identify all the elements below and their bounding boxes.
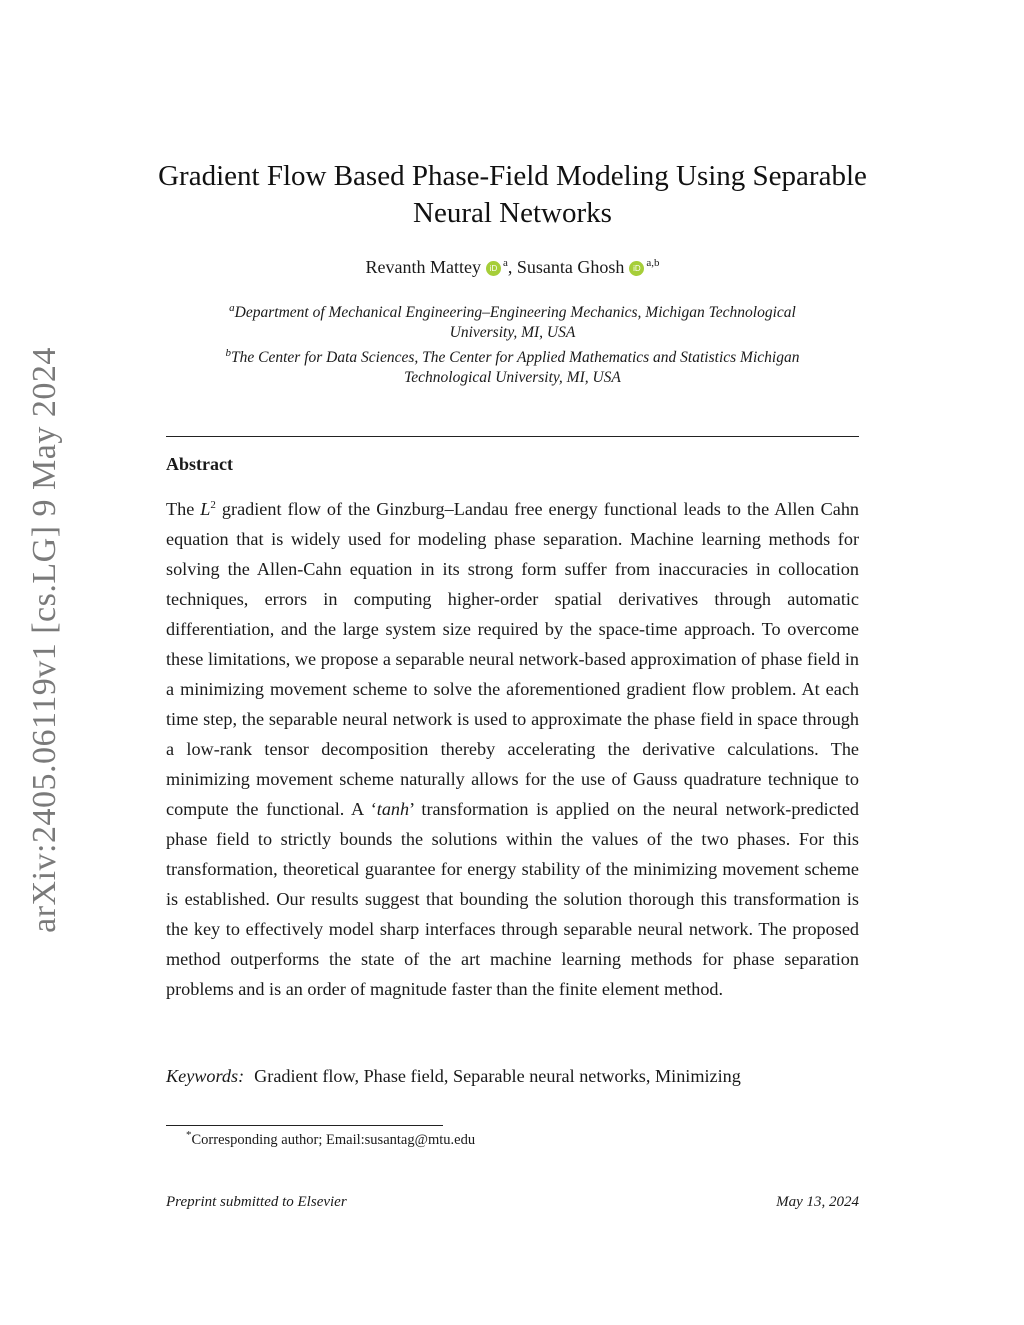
title-line-2: Neural Networks — [413, 197, 612, 229]
footnote-mark: * — [186, 1129, 192, 1141]
abstract-top-rule — [166, 436, 859, 437]
affiliation-line: Technological University, MI, USA — [404, 369, 621, 387]
abstract-math-tanh: tanh — [376, 799, 410, 820]
footnote-text: Corresponding author; Email:susantag@mtu.edu — [191, 1131, 476, 1148]
author-name: Susanta Ghosh — [516, 257, 625, 277]
abstract-math-sup: 2 — [210, 499, 216, 511]
abstract-text: The — [166, 499, 201, 520]
affiliation-line: Department of Mechanical Engineering–Engineering Mechanics, Michigan Technological — [234, 304, 796, 322]
keywords — [166, 1066, 859, 1087]
footer-preprint-note: Preprint submitted to Elsevier — [166, 1194, 347, 1210]
orcid-icon[interactable]: iD — [629, 261, 644, 276]
arxiv-identifier-text: arXiv:2405.06119v1 [cs.LG] 9 May 2024 — [26, 347, 63, 933]
author-name: Revanth Mattey — [365, 257, 481, 277]
author-separator: , — [507, 257, 517, 277]
affiliation-line: The Center for Data Sciences, The Center for Applied Mathematics and Statistics Michigan — [231, 349, 800, 367]
abstract-body — [166, 490, 859, 1004]
affiliation-mark: b — [225, 347, 232, 360]
footnote — [186, 1129, 475, 1149]
affiliation-line: University, MI, USA — [449, 324, 576, 342]
affiliation-a — [158, 298, 867, 343]
author-affiliation-mark: a,b — [646, 257, 660, 269]
keywords-list: Gradient flow, Phase field, Separable neural networks, Minimizing — [254, 1066, 741, 1086]
footer-date: May 13, 2024 — [776, 1194, 859, 1210]
author-list — [166, 257, 859, 278]
footnote-rule — [166, 1125, 443, 1126]
affiliation-mark: a — [229, 302, 235, 314]
abstract-math-l: L — [200, 499, 211, 520]
affiliation-b — [158, 343, 867, 388]
affiliations — [158, 298, 867, 388]
abstract-text: gradient flow of the Ginzburg–Landau free energy functional leads to the Allen Cahn equation that is widely used for modeling phase separation. Machine learning methods for solving the Allen-Cahn equation in its strong form suffer from inaccuracies in collocation techniques, errors in computing higher-order spatial derivatives through automatic differentiation, and the large system size required by the space-time approach. To overcome these limitations, we propose a separable neural network-based approximation of phase field in a minimizing movement scheme to solve the aforementioned gradient flow problem. At each time step, the separable neural network is used to approximate the phase field in space through a low-rank tensor decomposition thereby accelerating the derivative calculations. The minimizing movement scheme naturally allows for the use of Gauss quadrature technique to compute the functional. A ‘ — [166, 499, 860, 820]
orcid-icon[interactable]: iD — [486, 261, 501, 276]
abstract-heading: Abstract — [166, 454, 233, 474]
keywords-label: Keywords: — [166, 1066, 245, 1086]
arxiv-identifier-stamp — [0, 347, 90, 933]
abstract-text: ’ transformation is applied on the neural network-predicted phase field to strictly bounds the solutions within the values of the two phases. For this transformation, theoretical guarantee for energy stability of the minimizing movement scheme is established. Our results suggest that bounding the solution thorough this transformation is the key to effectively model sharp interfaces through separable neural network. The proposed method outperforms the state of the art machine learning methods for phase separation problems and is an order of magnitude faster than the finite element method. — [166, 799, 860, 1000]
author-affiliation-mark: a — [502, 257, 508, 269]
paper-title — [158, 158, 867, 232]
title-line-1: Gradient Flow Based Phase-Field Modeling Using Separable — [158, 160, 867, 192]
